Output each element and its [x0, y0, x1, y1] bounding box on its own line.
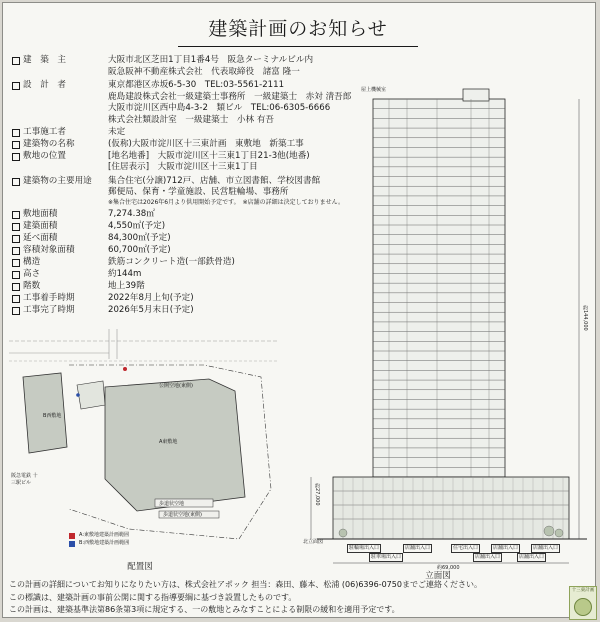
info-value-line: 株式会社類設計室 一級建築士 小林 有吾: [108, 114, 275, 125]
footer-regulation: この計画は、建築基準法第86条第3項に規定する、一の敷地とみなすことによる制限の緩和を適用予定です。: [9, 605, 400, 614]
info-label: 構造: [23, 256, 41, 267]
info-value-line: 4,550㎡(予定): [108, 220, 166, 231]
height-dimension: 約144,000: [582, 305, 588, 331]
east-site-label: A東敷地: [159, 439, 178, 445]
footer-notice: この標識は、建築計画の事前公開に関する指導要綱に基づき設置したものです。: [9, 592, 297, 602]
site-plan: [9, 329, 277, 579]
bottom-label-0: 駐車場出入口: [371, 554, 402, 560]
checkbox-icon: [12, 295, 20, 303]
info-value-line: [住居表示] 大阪市淀川区十三東1丁目: [108, 162, 258, 173]
info-value-line: 2022年8月上旬(予定): [108, 292, 194, 303]
entrance-label-4: 店舗出入口: [533, 545, 559, 551]
info-value-line: 7,274.38㎡: [108, 208, 155, 219]
checkbox-icon: [12, 307, 20, 315]
info-value-line: 鉄筋コンクリート造(一部鉄骨造): [108, 256, 235, 267]
info-note: ※集合住宅は2026年6月より供用開始予定です。 ※店舗の詳細は決定しておりません。: [108, 198, 345, 206]
info-value-line: 東京都港区赤坂6-5-30 TEL:03-5561-2111: [108, 80, 285, 91]
info-value-line: 約144m: [108, 268, 142, 279]
entrance-label-2: 住宅出入口: [453, 545, 479, 551]
info-label: 工事着手時期: [23, 292, 75, 303]
tower-body: [373, 99, 505, 477]
path-label-1: 歩道状空地: [159, 501, 185, 507]
info-label: 敷地面積: [23, 208, 58, 219]
checkbox-icon: [12, 153, 20, 161]
legend-west: B:西敷地建築計画範囲: [79, 540, 130, 546]
info-value-line: (仮称)大阪市淀川区十三東計画 東敷地 新築工事: [108, 138, 304, 149]
info-label: 高さ: [23, 268, 41, 279]
info-label: 階数: [23, 280, 41, 291]
elevation-drawing: [287, 85, 595, 579]
entrance-label-0: 駐輪場出入口: [349, 545, 380, 551]
info-value-line: 阪急阪神不動産株式会社 代表取締役 諸富 隆一: [108, 66, 300, 77]
info-value-line: 集合住宅(分譲)712戸、店舗、市立図書館、学校図書館: [108, 175, 321, 186]
checkbox-icon: [12, 235, 20, 243]
info-label: 建 築 主: [23, 55, 66, 65]
info-label: 建築物の名称: [23, 138, 75, 149]
project-badge: [569, 586, 597, 620]
checkbox-icon: [12, 271, 20, 279]
west-site-label: B西敷地: [43, 413, 62, 419]
path-label-2: 歩道状空地(東側): [163, 512, 202, 518]
entrance-label-3: 店舗出入口: [493, 545, 519, 551]
bottom-label-1: 店舗出入口: [475, 554, 501, 560]
info-label: 建築物の主要用途: [23, 175, 92, 186]
bottom-label-2: 店舗出入口: [519, 554, 545, 560]
info-value-line: 郵便局、保育・学童施設、民営駐輪場、事務所: [108, 187, 289, 198]
width-dimension: 約69,000: [437, 565, 460, 571]
info-value-line: 84,300㎡(予定): [108, 232, 171, 243]
info-value-line: 未定: [108, 126, 126, 137]
checkbox-icon: [12, 259, 20, 267]
north-elevation-label: 北立面図: [303, 539, 324, 545]
page-title: 建築計画のお知らせ: [178, 12, 418, 47]
checkbox-icon: [12, 283, 20, 291]
info-value-line: 60,700㎡(予定): [108, 244, 171, 255]
badge-text: 十三東計画: [571, 588, 595, 593]
legend-east: A:東敷地建築計画範囲: [79, 532, 130, 538]
footer-contact: この計画の詳細についてお知りになりたい方は、株式会社アポック 担当：森田、藤本、松浦 (06)6396-0750までご連絡ください。: [9, 580, 482, 589]
elevation-caption: 立面図: [425, 571, 451, 581]
roof-label: 屋上機械室: [361, 87, 387, 93]
podium: [333, 477, 569, 539]
info-label: 容積対象面積: [23, 244, 75, 255]
checkbox-icon: [12, 223, 20, 231]
tree-icon: [574, 598, 592, 616]
info-value-line: 大阪市北区芝田1丁目1番4号 阪急ターミナルビル内: [108, 55, 314, 65]
checkbox-icon: [12, 211, 20, 219]
elevation-svg: [287, 85, 595, 579]
site-plan-caption: 配置図: [127, 562, 153, 572]
checkbox-icon: [12, 141, 20, 149]
notice-board: [2, 2, 596, 618]
checkbox-icon: [12, 57, 20, 65]
info-label: 延べ面積: [23, 232, 58, 243]
info-value: [108, 55, 372, 78]
info-value-line: [地名地番] 大阪市淀川区十三東1丁目21-3他(地番): [108, 150, 310, 161]
info-label: 敷地の位置: [23, 150, 66, 161]
info-label: 工事施工者: [23, 126, 66, 137]
checkbox-icon: [12, 247, 20, 255]
roof-machine-room: [463, 89, 489, 101]
entrance-label-1: 店舗出入口: [405, 545, 431, 551]
info-value-line: 2026年5月末日(予定): [108, 304, 194, 315]
info-label: 工事完了時期: [23, 304, 75, 315]
info-value-line: 地上39階: [108, 280, 145, 291]
checkbox-icon: [12, 129, 20, 137]
info-label: 建築面積: [23, 220, 58, 231]
station-label: 阪急電鉄 十三駅ビル: [11, 473, 38, 486]
park-label: 公開空地(東側): [159, 383, 193, 389]
info-value-line: 大阪市淀川区西中島4-3-2 類ビル TEL:06-6305-6666: [108, 103, 331, 114]
base-height-dimension: 約27,000: [314, 483, 320, 506]
info-value-line: 鹿島建設株式会社一級建築士事務所 一級建築士 赤対 清吾郎: [108, 91, 352, 102]
info-row: [12, 55, 372, 78]
checkbox-icon: [12, 82, 20, 90]
info-label: 設 計 者: [23, 80, 66, 91]
footer-notes: [9, 579, 569, 617]
site-plan-drawing: [9, 329, 277, 579]
checkbox-icon: [12, 178, 20, 186]
